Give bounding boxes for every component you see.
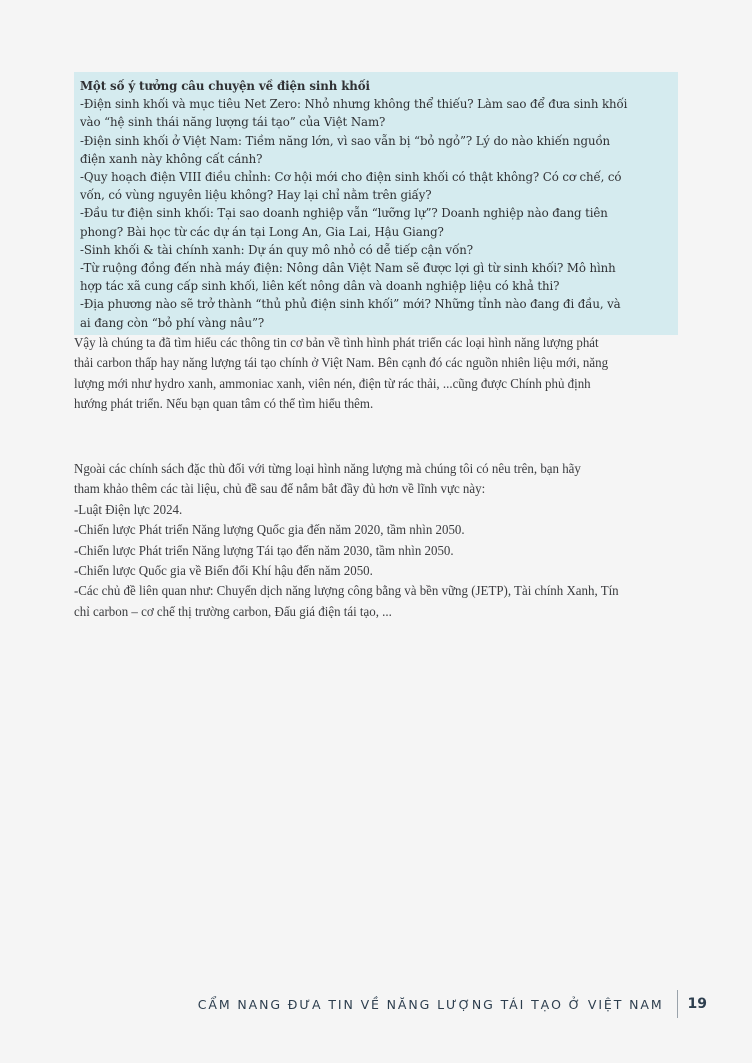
box-line: -Điện sinh khối ở Việt Nam: Tiềm năng lớn, vì sao vẫn bị “bỏ ngỏ”? Lý do nào khiến nguồn (80, 133, 611, 148)
reference-item: -Các chủ đề liên quan như: Chuyển dịch năng lượng công bằng và bền vững (JETP), Tài chính Xanh, Tín (74, 583, 619, 599)
box-line: phong? Bài học từ các dự án tại Long An, Gia Lai, Hậu Giang? (80, 224, 444, 239)
reference-item: -Chiến lược Phát triển Năng lượng Quốc gia đến năm 2020, tầm nhìn 2050. (74, 522, 465, 538)
box-line: -Quy hoạch điện VIII điều chỉnh: Cơ hội mới cho điện sinh khối có thật không? Có cơ chế, có (80, 170, 622, 185)
box-line: -Sinh khối & tài chính xanh: Dự án quy mô nhỏ có dễ tiếp cận vốn? (80, 242, 473, 257)
summary-paragraph (74, 333, 678, 415)
footer-divider (677, 990, 678, 1018)
paragraph-line: Ngoài các chính sách đặc thù đối với từng loại hình năng lượng mà chúng tôi có nêu trên, bạn hãy (74, 461, 581, 476)
paragraph-line: hướng phát triển. Nếu bạn quan tâm có thể tìm hiểu thêm. (74, 396, 374, 412)
reference-item: chỉ carbon – cơ chế thị trường carbon, Đấu giá điện tái tạo, ... (74, 603, 392, 619)
reference-item: -Chiến lược Phát triển Năng lượng Tái tạo đến năm 2030, tầm nhìn 2050. (74, 542, 454, 558)
page-footer (198, 990, 707, 1018)
box-line: -Địa phương nào sẽ trở thành “thủ phủ điện sinh khối” mới? Những tỉnh nào đang đi đầu, và (80, 297, 621, 312)
paragraph-line: tham khảo thêm các tài liệu, chủ đề sau để nắm bắt đầy đủ hơn về lĩnh vực này: (74, 481, 486, 497)
box-line: -Điện sinh khối và mục tiêu Net Zero: Nhỏ nhưng không thể thiếu? Làm sao để đưa sinh khối (80, 97, 628, 112)
box-line: vốn, có vùng nguyên liệu không? Hay lại chỉ nằm trên giấy? (80, 188, 432, 203)
box-line: vào “hệ sinh thái năng lượng tái tạo” của Việt Nam? (80, 115, 386, 130)
paragraph-line: thải carbon thấp hay năng lượng tái tạo chính ở Việt Nam. Bên cạnh đó các nguồn nhiên liệu mới, năng (74, 355, 609, 371)
box-line: ai đang còn “bỏ phí vàng nâu”? (80, 315, 265, 330)
footer-title: CẨM NANG ĐƯA TIN VỀ NĂNG LƯỢNG TÁI TẠO Ở VIỆT NAM (197, 996, 664, 1012)
box-line: hợp tác xã cung cấp sinh khối, liên kết nông dân và doanh nghiệp liệu có khả thi? (80, 279, 560, 294)
paragraph-line: Vậy là chúng ta đã tìm hiểu các thông tin cơ bản về tình hình phát triển các loại hình năng lượng phát (74, 335, 599, 350)
reference-item: -Chiến lược Quốc gia về Biến đổi Khí hậu đến năm 2050. (74, 563, 373, 579)
box-line: -Từ ruộng đồng đến nhà máy điện: Nông dân Việt Nam sẽ được lợi gì từ sinh khối? Mô hình (80, 261, 616, 276)
page-number: 19 (687, 996, 707, 1012)
box-line: điện xanh này không cất cánh? (80, 151, 263, 166)
story-ideas-box (74, 72, 678, 335)
references-paragraph (74, 459, 678, 622)
box-heading: Một số ý tưởng câu chuyện về điện sinh khối (80, 79, 370, 93)
paragraph-line: lượng mới như hydro xanh, ammoniac xanh, viên nén, điện từ rác thải, ...cũng được Chính phủ định (74, 375, 591, 391)
reference-item: -Luật Điện lực 2024. (74, 501, 183, 517)
box-line: -Đầu tư điện sinh khối: Tại sao doanh nghiệp vẫn “lưỡng lự”? Doanh nghiệp nào đang tiên (80, 206, 608, 221)
